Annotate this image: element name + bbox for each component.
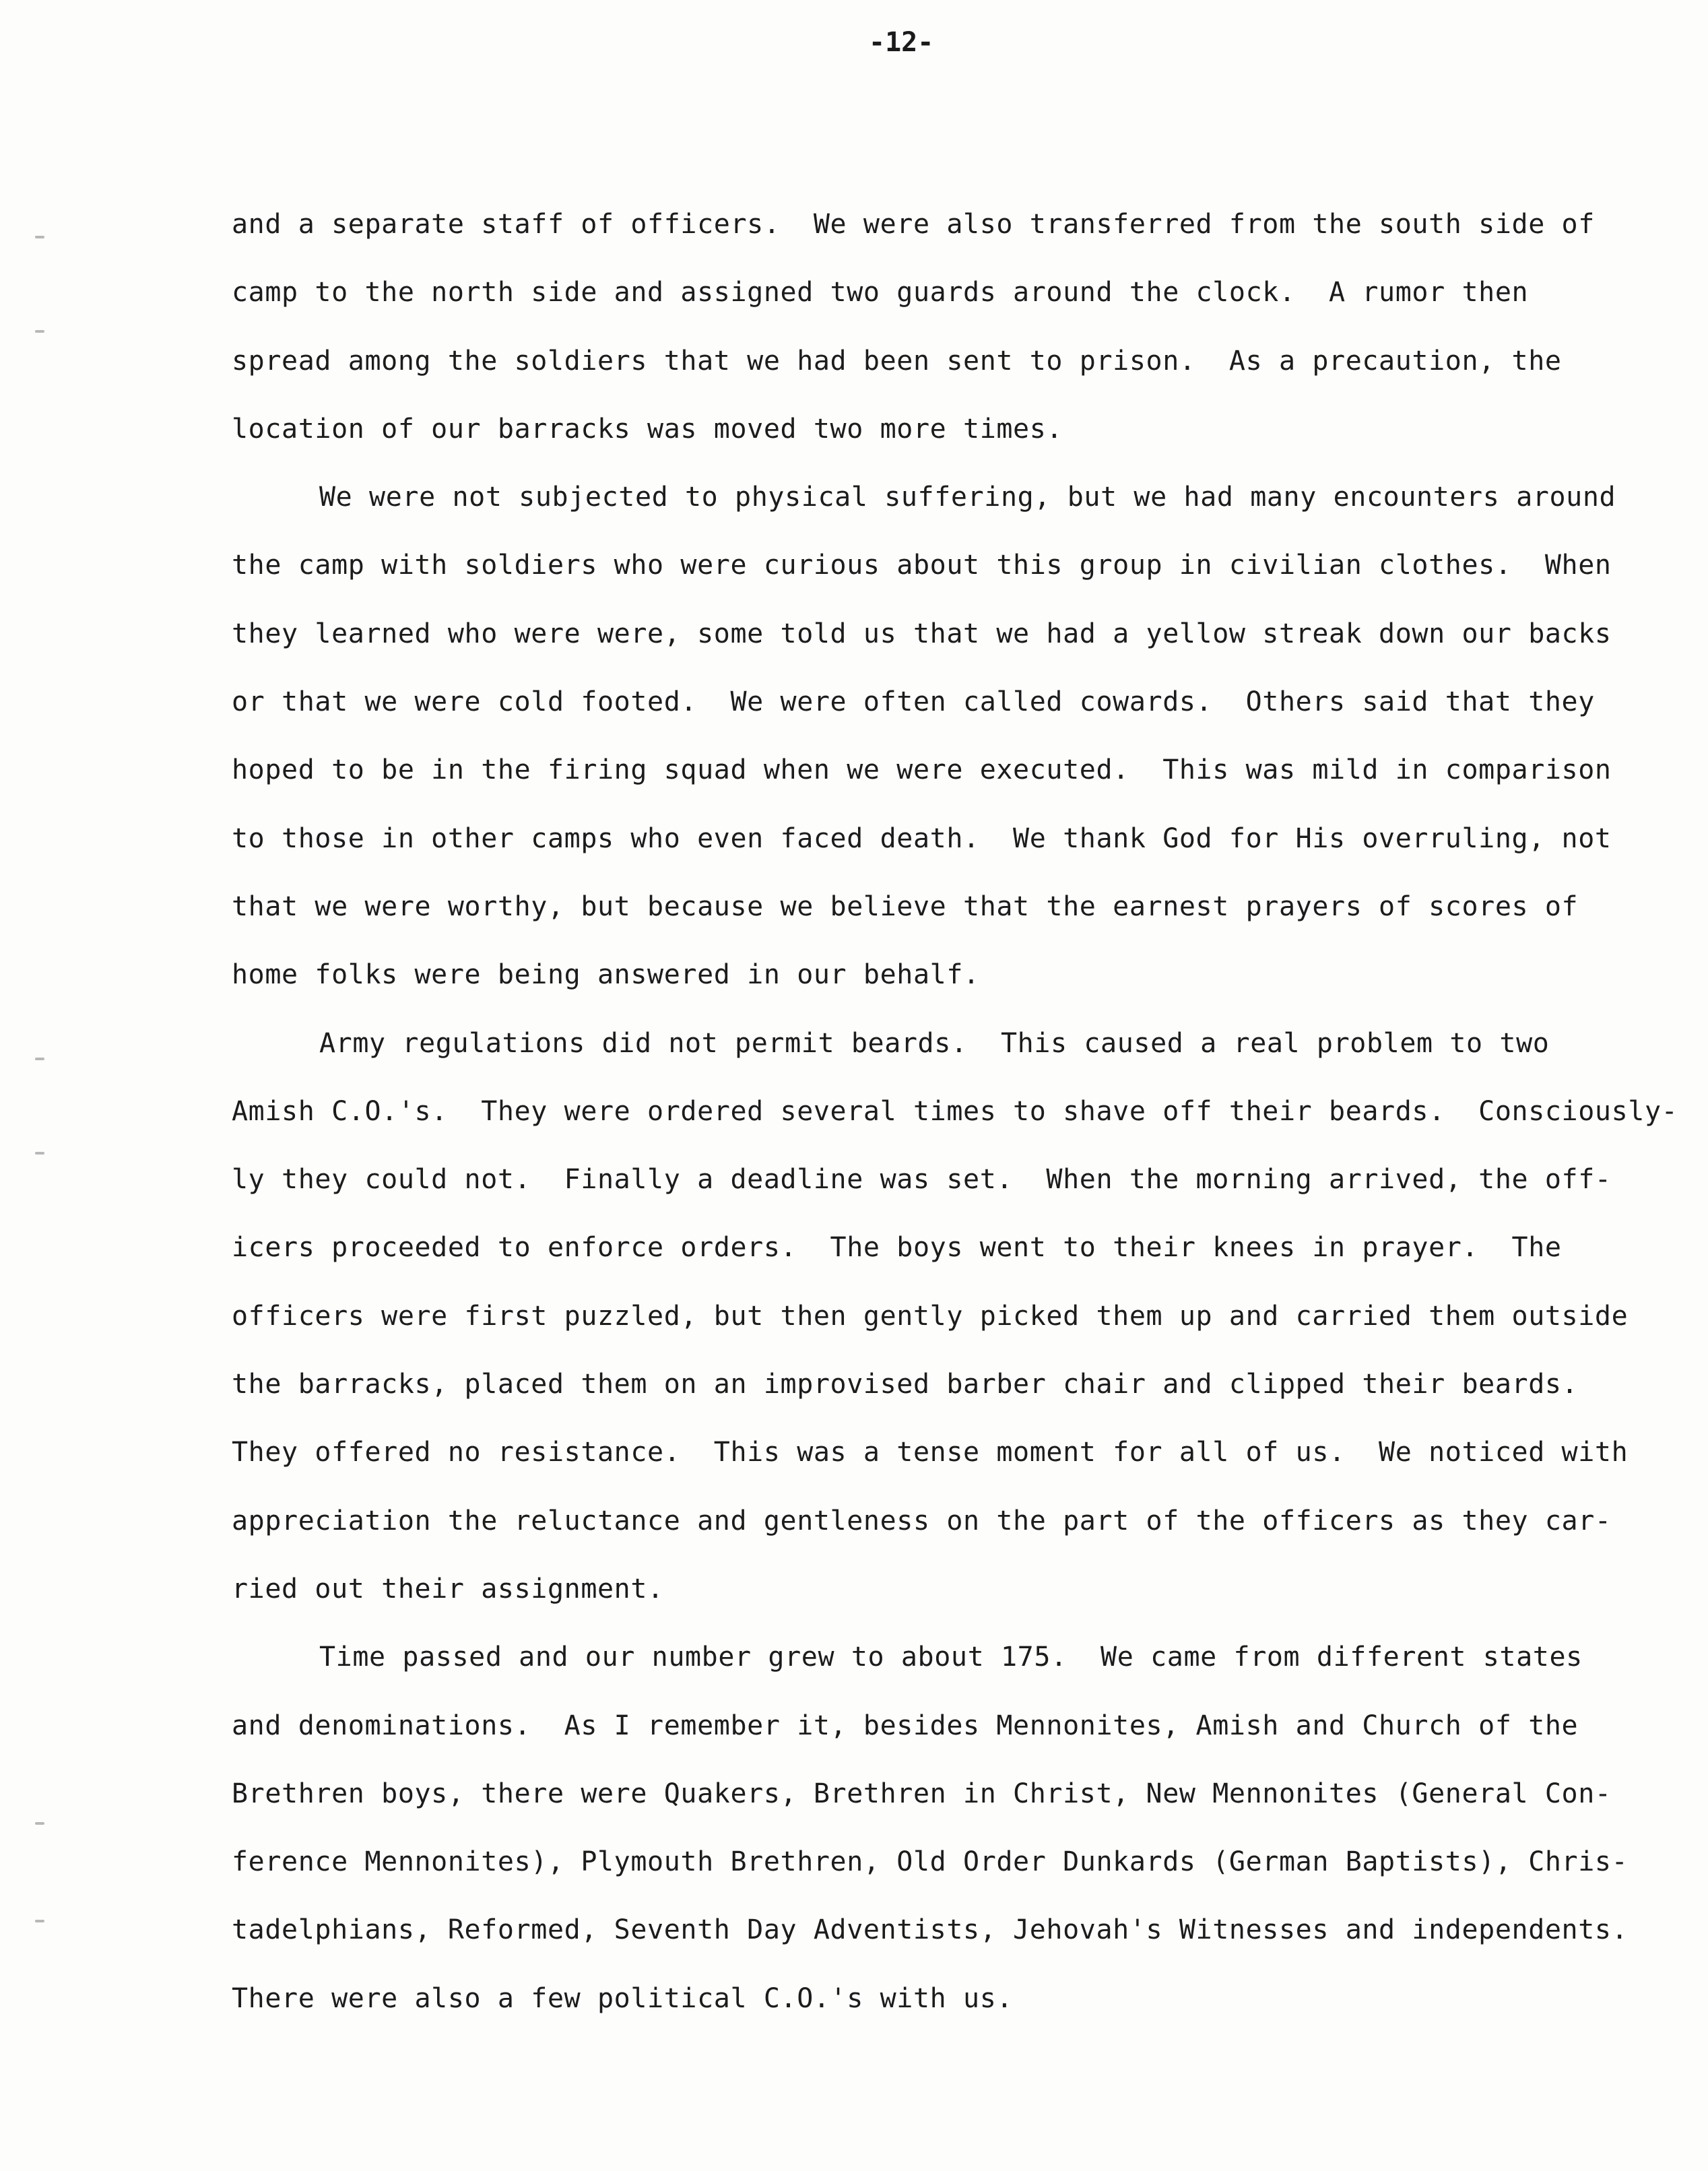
text-line: or that we were cold footed. We were often called cowards. Others said that they bbox=[232, 686, 1595, 718]
margin-mark bbox=[35, 1822, 44, 1825]
text-line: They offered no resistance. This was a tense moment for all of us. We noticed with bbox=[232, 1437, 1629, 1468]
text-line: hoped to be in the firing squad when we were executed. This was mild in comparison bbox=[232, 754, 1612, 786]
text-line: Amish C.O.'s. They were ordered several times to shave off their beards. Consciously- bbox=[232, 1095, 1678, 1127]
text-line: spread among the soldiers that we had been sent to prison. As a precaution, the bbox=[232, 345, 1562, 377]
text-line: home folks were being answered in our behalf. bbox=[232, 959, 980, 991]
text-line: that we were worthy, but because we believe that the earnest prayers of scores of bbox=[232, 890, 1579, 922]
text-line: and denominations. As I remember it, besides Mennonites, Amish and Church of the bbox=[232, 1710, 1579, 1741]
text-line: ference Mennonites), Plymouth Brethren, Old Order Dunkards (German Baptists), Chris- bbox=[232, 1846, 1629, 1878]
text-line: tadelphians, Reformed, Seventh Day Adventists, Jehovah's Witnesses and independents. bbox=[232, 1914, 1629, 1946]
text-line: We were not subjected to physical suffering, but we had many encounters around bbox=[319, 482, 1616, 513]
text-line: ly they could not. Finally a deadline was set. When the morning arrived, the off- bbox=[232, 1164, 1612, 1196]
text-line: ried out their assignment. bbox=[232, 1573, 664, 1605]
text-line: Brethren boys, there were Quakers, Brethren in Christ, New Mennonites (General Con- bbox=[232, 1778, 1612, 1809]
text-line: Time passed and our number grew to about 175. We came from different states bbox=[319, 1642, 1583, 1673]
body-text bbox=[232, 201, 1678, 2043]
text-line: officers were first puzzled, but then gently picked them up and carried them outside bbox=[232, 1300, 1629, 1332]
text-line: appreciation the reluctance and gentleness on the part of the officers as they car- bbox=[232, 1505, 1612, 1536]
text-line: they learned who were were, some told us that we had a yellow streak down our backs bbox=[232, 618, 1612, 649]
text-line: There were also a few political C.O.'s with us. bbox=[232, 1982, 1014, 2014]
text-line: the barracks, placed them on an improvised barber chair and clipped their beards. bbox=[232, 1369, 1579, 1400]
page-number: -12- bbox=[869, 27, 934, 58]
text-line: location of our barracks was moved two more times. bbox=[232, 413, 1063, 445]
text-line: the camp with soldiers who were curious about this group in civilian clothes. When bbox=[232, 550, 1612, 581]
margin-mark bbox=[35, 1152, 44, 1155]
margin-mark bbox=[35, 1920, 44, 1922]
text-line: Army regulations did not permit beards. This caused a real problem to two bbox=[319, 1027, 1550, 1059]
margin-mark bbox=[35, 330, 44, 333]
text-line: camp to the north side and assigned two guards around the clock. A rumor then bbox=[232, 277, 1529, 309]
text-line: and a separate staff of officers. We were also transferred from the south side of bbox=[232, 209, 1595, 240]
text-line: to those in other camps who even faced death. We thank God for His overruling, not bbox=[232, 822, 1612, 854]
margin-mark bbox=[35, 1058, 44, 1060]
margin-mark bbox=[35, 236, 44, 238]
text-line: icers proceeded to enforce orders. The boys went to their knees in prayer. The bbox=[232, 1232, 1562, 1264]
